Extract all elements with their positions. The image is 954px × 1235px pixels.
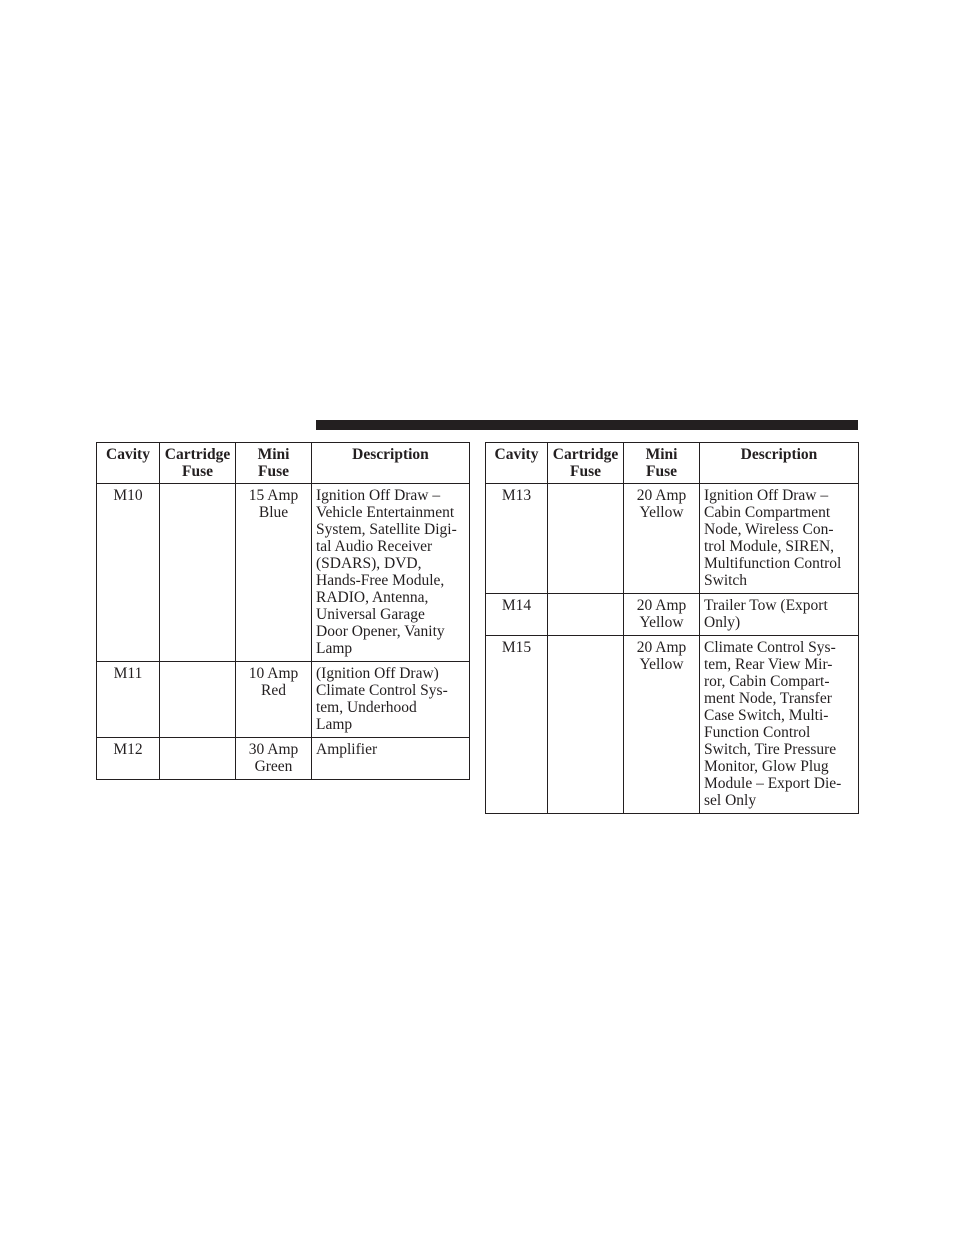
header-mini-fuse: Mini Fuse (624, 443, 700, 484)
cavity-cell: M12 (97, 738, 160, 780)
description-cell: Ignition Off Draw – Cabin Compartment Node, Wireless Con- trol Module, SIREN, Multifunction Control Switch (700, 484, 859, 594)
table-row (486, 636, 859, 814)
cartridge-fuse-cell (160, 738, 236, 780)
section-header-rule (316, 420, 858, 430)
cavity-cell: M14 (486, 594, 548, 636)
table-header-row (486, 443, 859, 484)
cartridge-fuse-cell (548, 594, 624, 636)
fuse-table-left (96, 442, 470, 780)
cavity-cell: M13 (486, 484, 548, 594)
table-row (486, 484, 859, 594)
header-cartridge-fuse: Cartridge Fuse (160, 443, 236, 484)
description-cell: Ignition Off Draw – Vehicle Entertainment System, Satellite Digi- tal Audio Receiver (SDARS), DVD, Hands-Free Module, RADIO, Antenna, Universal Garage Door Opener, Vanity Lamp (312, 484, 470, 662)
header-cartridge-fuse: Cartridge Fuse (548, 443, 624, 484)
table-row (486, 594, 859, 636)
header-cavity: Cavity (97, 443, 160, 484)
table-row (97, 484, 470, 662)
table-row (97, 662, 470, 738)
header-cavity: Cavity (486, 443, 548, 484)
header-mini-fuse: Mini Fuse (236, 443, 312, 484)
table-header-row (97, 443, 470, 484)
mini-fuse-cell: 30 Amp Green (236, 738, 312, 780)
cartridge-fuse-cell (160, 484, 236, 662)
mini-fuse-cell: 20 Amp Yellow (624, 484, 700, 594)
cartridge-fuse-cell (548, 636, 624, 814)
mini-fuse-cell: 20 Amp Yellow (624, 594, 700, 636)
cartridge-fuse-cell (548, 484, 624, 594)
description-cell: Trailer Tow (Export Only) (700, 594, 859, 636)
table-row (97, 738, 470, 780)
fuse-table-right (485, 442, 859, 814)
mini-fuse-cell: 15 Amp Blue (236, 484, 312, 662)
description-cell: Amplifier (312, 738, 470, 780)
header-description: Description (700, 443, 859, 484)
cavity-cell: M15 (486, 636, 548, 814)
description-cell: Climate Control Sys- tem, Rear View Mir- ror, Cabin Compart- ment Node, Transfer Case Switch, Multi- Function Control Switch, Tire Pressure Monitor, Glow Plug Module – Export Die- sel Only (700, 636, 859, 814)
mini-fuse-cell: 20 Amp Yellow (624, 636, 700, 814)
cartridge-fuse-cell (160, 662, 236, 738)
header-description: Description (312, 443, 470, 484)
mini-fuse-cell: 10 Amp Red (236, 662, 312, 738)
cavity-cell: M10 (97, 484, 160, 662)
description-cell: (Ignition Off Draw) Climate Control Sys- tem, Underhood Lamp (312, 662, 470, 738)
cavity-cell: M11 (97, 662, 160, 738)
